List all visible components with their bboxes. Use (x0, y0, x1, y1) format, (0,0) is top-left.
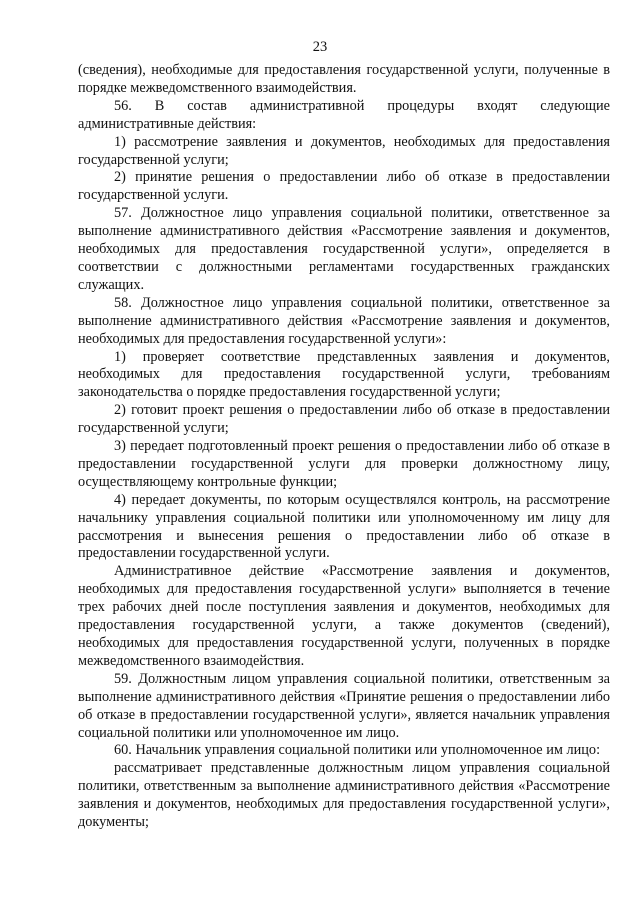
paragraph: 2) готовит проект решения о предоставлении либо об отказе в предоставлении государственной услуги; (78, 402, 610, 437)
paragraph: 3) передает подготовленный проект решения о предоставлении либо об отказе в предоставлении государственной услуги для проверки должностному лицу, осуществляющему контрольные функции; (78, 438, 610, 490)
paragraph: 59. Должностным лицом управления социальной политики, ответственным за выполнение административного действия «Принятие решения о предоставлении либо об отказе в предоставлении государственной услуги», является начальник управления социальной политики или уполномоченное им лицо. (78, 670, 610, 741)
paragraph: 1) рассмотрение заявления и документов, необходимых для предоставления государственной услуги; (78, 133, 610, 168)
document-body (78, 62, 610, 832)
paragraph: 2) принятие решения о предоставлении либо об отказе в предоставлении государственной услуги. (78, 169, 610, 204)
paragraph: 58. Должностное лицо управления социальной политики, ответственное за выполнение административного действия «Рассмотрение заявления и документов, необходимых для предоставления государственной услуги»: (78, 294, 610, 347)
page-number: 23 (312, 39, 328, 55)
paragraph: Административное действие «Рассмотрение заявления и документов, необходимых для предоставления государственной услуги» выполняется в течение трех рабочих дней после поступления заявления и документов, необходимых для предоставления государственной услуги, а также документов (сведений), необходимых для предоставления государственной услуги, полученных в порядке межведомственного взаимодействия. (78, 563, 610, 669)
paragraph: 60. Начальник управления социальной политики или уполномоченное им лицо: (114, 742, 601, 759)
paragraph: рассматривает представленные должностным лицом управления социальной политики, ответственным за выполнение административного действия «Рассмотрение заявления и документов, необходимых для предоставления государственной услуги», документы; (78, 760, 610, 831)
paragraph: (сведения), необходимые для предоставления государственной услуги, полученные в порядке межведомственного взаимодействия. (78, 62, 610, 96)
paragraph: 1) проверяет соответствие представленных заявления и документов, необходимых для предоставления государственной услуги, требованиям законодательства о порядке предоставления государственной услуги; (78, 348, 610, 401)
paragraph: 56. В состав административной процедуры входят следующие административные действия: (78, 97, 610, 132)
paragraph: 57. Должностное лицо управления социальной политики, ответственное за выполнение административного действия «Рассмотрение заявления и документов, необходимых для предоставления государственной услуги», определяется в соответствии с должностными регламентами государственных гражданских служащих. (78, 205, 610, 293)
paragraph: 4) передает документы, по которым осуществлялся контроль, на рассмотрение начальнику управления социальной политики или уполномоченному им лицу для рассмотрения и вынесения решения о предоставлении либо об отказе в предоставлении государственной услуги. (78, 491, 610, 562)
